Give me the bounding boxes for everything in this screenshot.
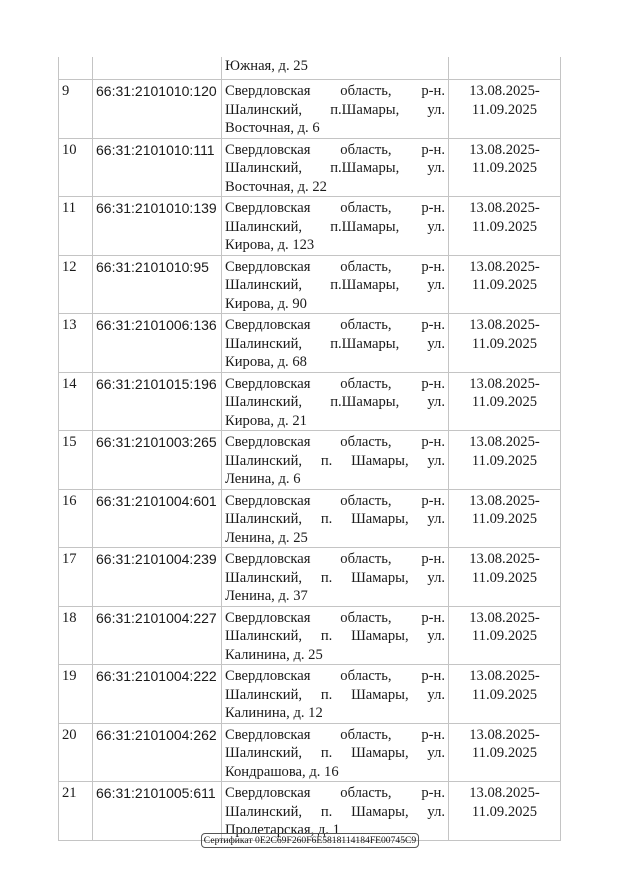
address-line: Шалинский, п. Шамары, ул. (225, 686, 445, 703)
address-line: Кирова, д. 123 (225, 237, 315, 253)
certificate-stamp: Сертификат 0E2C69F260F6E5818114184FE00745C9 (201, 833, 419, 848)
address-line: Ленина, д. 25 (225, 529, 308, 546)
cadastral-number: 66:31:2101005:611 (93, 782, 222, 841)
period-end: 11.09.2025 (471, 803, 538, 820)
period (449, 255, 561, 314)
period-end: 11.09.2025 (471, 686, 538, 703)
table-row (59, 548, 561, 607)
cadastral-number: 66:31:2101010:139 (93, 197, 222, 256)
cadastral-number: 66:31:2101010:120 (93, 80, 222, 139)
period-end: 11.09.2025 (471, 394, 538, 410)
cadastral-number: 66:31:2101004:601 (93, 489, 222, 548)
cadastral-cell (93, 57, 222, 80)
table-row (59, 606, 561, 665)
table-row (59, 431, 561, 490)
table-row (59, 138, 561, 197)
table-row (59, 197, 561, 256)
cadastral-number: 66:31:2101004:239 (93, 548, 222, 607)
address (222, 548, 449, 607)
period-start: 13.08.2025- (469, 726, 540, 743)
period (449, 606, 561, 665)
cadastral-number: 66:31:2101010:95 (93, 255, 222, 314)
row-number: 14 (59, 372, 93, 431)
address-line: Свердловская область, р-н. (225, 726, 445, 743)
period (449, 782, 561, 841)
period-start: 13.08.2025- (469, 609, 540, 626)
period-end: 11.09.2025 (471, 160, 538, 176)
period-start: 13.08.2025- (469, 785, 540, 801)
address-line: Свердловская область, р-н. (225, 434, 445, 450)
address-line: Свердловская область, р-н. (225, 141, 445, 158)
row-number: 11 (59, 197, 93, 256)
row-number: 13 (59, 314, 93, 373)
period (449, 372, 561, 431)
address-tail: Южная, д. 25 (225, 58, 308, 74)
row-number: 18 (59, 606, 93, 665)
period (449, 197, 561, 256)
land-plots-table (58, 57, 561, 841)
table-row (59, 489, 561, 548)
period-start: 13.08.2025- (469, 141, 540, 158)
row-number: 12 (59, 255, 93, 314)
address (222, 782, 449, 841)
period-end: 11.09.2025 (471, 628, 538, 644)
period-start: 13.08.2025- (469, 492, 540, 509)
cadastral-number: 66:31:2101006:136 (93, 314, 222, 373)
address-line: Шалинский, п.Шамары, ул. (225, 218, 445, 235)
cadastral-number: 66:31:2101003:265 (93, 431, 222, 490)
address-line: Кондрашова, д. 16 (225, 763, 339, 780)
address-line: Кирова, д. 90 (225, 295, 307, 312)
table-row (59, 723, 561, 782)
address-line: Пролетарская, д. 1 (225, 822, 340, 838)
num-cell (59, 57, 93, 80)
period-start: 13.08.2025- (469, 83, 540, 99)
period-end: 11.09.2025 (471, 745, 538, 761)
row-number: 19 (59, 665, 93, 724)
address-line: Восточная, д. 6 (225, 120, 320, 136)
address-line: Шалинский, п. Шамары, ул. (225, 803, 445, 820)
cadastral-number: 66:31:2101004:227 (93, 606, 222, 665)
period-end: 11.09.2025 (471, 452, 538, 469)
address-line: Свердловская область, р-н. (225, 83, 445, 99)
address-cell (222, 57, 449, 80)
period-start: 13.08.2025- (469, 434, 540, 450)
address-line: Шалинский, п. Шамары, ул. (225, 745, 445, 761)
row-number: 21 (59, 782, 93, 841)
row-number: 20 (59, 723, 93, 782)
period (449, 665, 561, 724)
table-row-continuation (59, 57, 561, 80)
table-row (59, 255, 561, 314)
address-line: Шалинский, п. Шамары, ул. (225, 511, 445, 527)
address-line: Кирова, д. 68 (225, 354, 307, 370)
table-row (59, 782, 561, 841)
row-number: 9 (59, 80, 93, 139)
address (222, 606, 449, 665)
address-line: Шалинский, п.Шамары, ул. (225, 277, 445, 293)
address-line: Калинина, д. 25 (225, 646, 323, 663)
period-start: 13.08.2025- (469, 551, 540, 567)
row-number: 10 (59, 138, 93, 197)
address (222, 665, 449, 724)
address (222, 489, 449, 548)
cadastral-number: 66:31:2101004:222 (93, 665, 222, 724)
period-start: 13.08.2025- (469, 258, 540, 275)
address (222, 723, 449, 782)
row-number: 15 (59, 431, 93, 490)
period-end: 11.09.2025 (471, 277, 538, 293)
period-end: 11.09.2025 (471, 101, 538, 118)
cadastral-number: 66:31:2101015:196 (93, 372, 222, 431)
address (222, 138, 449, 197)
period-start: 13.08.2025- (469, 317, 540, 333)
period (449, 723, 561, 782)
table-row (59, 372, 561, 431)
address (222, 255, 449, 314)
address (222, 431, 449, 490)
address-line: Шалинский, п. Шамары, ул. (225, 452, 445, 469)
address-line: Кирова, д. 21 (225, 412, 307, 429)
period (449, 314, 561, 373)
period-end: 11.09.2025 (471, 335, 538, 352)
address-line: Свердловская область, р-н. (225, 551, 445, 567)
table-row (59, 665, 561, 724)
period-end: 11.09.2025 (471, 218, 538, 235)
address-line: Ленина, д. 37 (225, 588, 308, 604)
period-end: 11.09.2025 (471, 511, 538, 527)
cadastral-number: 66:31:2101004:262 (93, 723, 222, 782)
address (222, 197, 449, 256)
table-row (59, 80, 561, 139)
address-line: Восточная, д. 22 (225, 178, 327, 195)
table-row (59, 314, 561, 373)
address-line: Шалинский, п. Шамары, ул. (225, 628, 445, 644)
address-line: Ленина, д. 6 (225, 471, 301, 487)
period (449, 489, 561, 548)
address-line: Шалинский, п.Шамары, ул. (225, 335, 445, 352)
address-line: Калинина, д. 12 (225, 705, 323, 721)
address-line: Свердловская область, р-н. (225, 375, 445, 392)
address-line: Свердловская область, р-н. (225, 785, 445, 801)
address-line: Свердловская область, р-н. (225, 258, 445, 275)
address-line: Свердловская область, р-н. (225, 609, 445, 626)
address-line: Шалинский, п. Шамары, ул. (225, 569, 445, 586)
address-line: Шалинский, п.Шамары, ул. (225, 394, 445, 410)
period (449, 138, 561, 197)
period (449, 548, 561, 607)
address-line: Шалинский, п.Шамары, ул. (225, 101, 445, 118)
period (449, 80, 561, 139)
period-start: 13.08.2025- (469, 200, 540, 216)
address-line: Свердловская область, р-н. (225, 317, 445, 333)
period-cell (449, 57, 561, 80)
period-start: 13.08.2025- (469, 375, 540, 392)
period (449, 431, 561, 490)
address-line: Свердловская область, р-н. (225, 492, 445, 509)
row-number: 17 (59, 548, 93, 607)
row-number: 16 (59, 489, 93, 548)
address-line: Шалинский, п.Шамары, ул. (225, 160, 445, 176)
period-start: 13.08.2025- (469, 668, 540, 684)
address (222, 314, 449, 373)
address (222, 80, 449, 139)
address (222, 372, 449, 431)
address-line: Свердловская область, р-н. (225, 200, 445, 216)
cadastral-number: 66:31:2101010:111 (93, 138, 222, 197)
period-end: 11.09.2025 (471, 569, 538, 586)
address-line: Свердловская область, р-н. (225, 668, 445, 684)
